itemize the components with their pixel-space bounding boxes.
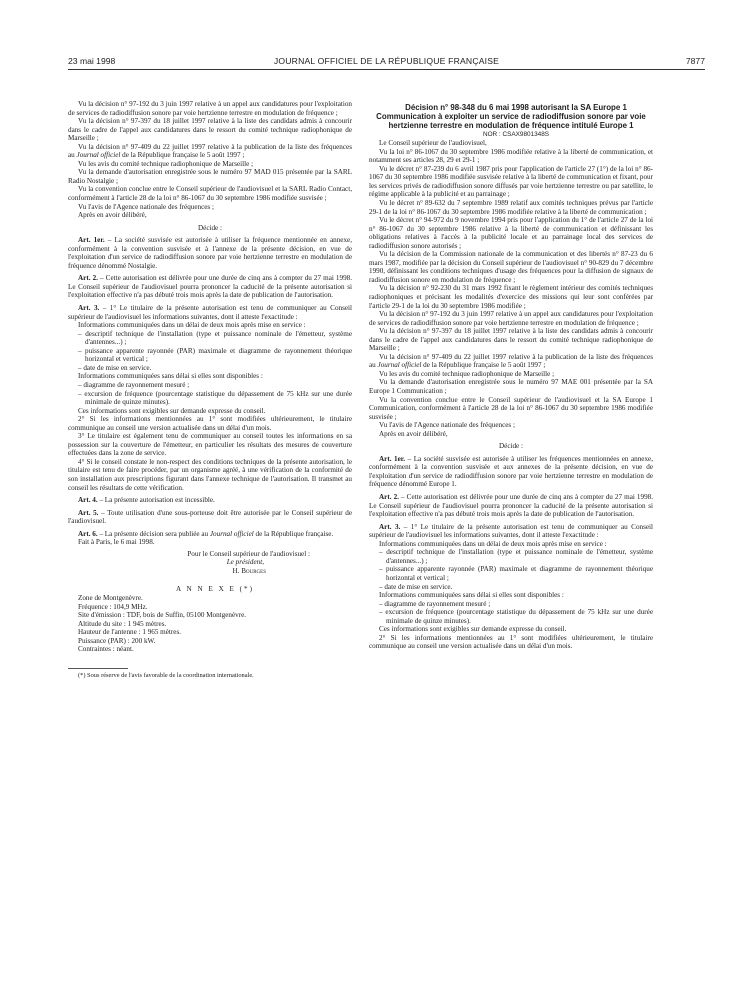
decision-title: Décision n° 98-348 du 6 mai 1998 autorisant la SA Europe 1 Communication à exploiter un service de radiodiffusion sonore par voie hertzienne terrestre en modulation de fréquence intitulé Europe 1 [376,103,646,131]
point-2: 2° Si les informations mentionnées au 1° sont modifiées ultérieurement, le titulaire communique au conseil une version actualisée dans un délai d'un mois. [369,633,653,651]
list-item: – date de mise en service. [379,582,453,591]
point-4: 4° Si le conseil constate le non-respect des conditions techniques de la présente autorisation, le titulaire est tenu de faire procéder, par un organisme agréé, à une vérification de la conformité de son installation aux prescriptions figurant dans l'annexe technique de l'autorisation. Il transmet au conseil les résultats de cette vérification. [68,457,352,492]
vu-paragraph: Vu les avis du comité technique radiophonique de Marseille ; [78,159,254,168]
list-item: – excursion de fréquence (pourcentage statistique du dépassement de 75 kHz sur une durée minimale de quinze minutes). [379,608,653,625]
list-item: – descriptif technique de l'installation (type et puissance nominale de l'émetteur, système d'antennes...) ; [379,548,653,565]
signature-president: Le président, [226,558,264,567]
fait-a-paris: Fait à Paris, le 6 mai 1998. [78,538,155,547]
header-date: 23 mai 1998 [68,56,116,66]
decide-heading: Décide : [198,223,222,232]
vu-paragraph: Vu la demande d'autorisation enregistrée sous le numéro 97 MAE 001 présentée par la SA Europe 1 Communication ; [369,378,653,396]
info-heading: Informations communiquées dans un délai de deux mois après mise en service : [78,321,306,330]
annexe-frequence: Fréquence : 104,9 MHz. [78,602,148,611]
conseil-intro: Le Conseil supérieur de l'audiovisuel, [379,139,487,148]
point-2: 2° Si les informations mentionnées au 1° sont modifiées ultérieurement, le titulaire communique au conseil une version actualisée dans un délai d'un mois. [68,415,352,432]
annexe-puissance: Puissance (PAR) : 200 kW. [78,636,156,645]
vu-paragraph: Vu le décret n° 94-972 du 9 novembre 1994 pris pour l'application du 1° de l'article 27 de la loi n° 86-1067 du 30 septembre 1986 relative à la liberté de communication et définissant les obligations relatives à l'accès à la publicité locale et au parrainage local des services de radiodiffusion sonore autorisés ; [369,216,653,250]
annexe-site: Site d'émission : TDF, bois de Suffin, 05100 Montgenèvre. [78,611,247,620]
journal-officiel-italic: Journal officiel [76,151,121,160]
page-header [68,56,705,70]
exigibles-text: Ces informations sont exigibles sur demande expresse du conseil. [379,625,567,634]
nor-reference: NOR : CSAX9801348S [482,130,550,138]
article-2: Art. 2. – Cette autorisation est délivrée pour une durée de cinq ans à compter du 27 mai 1998. Le Conseil supérieur de l'audiovisuel pourra prononcer la caducité de la présente autorisation si l'exploitation effective n'a pas débuté trois mois après la date de publication de l'autorisation. [68,274,352,300]
article-3: Art. 3. – 1° Le titulaire de la présente autorisation est tenu de communiquer au Conseil supérieur de l'audiovisuel les informations suivantes, dont il atteste l'exactitude : [68,304,352,321]
page-number: 7877 [685,56,705,66]
apres-delibere: Après en avoir délibéré, [78,211,147,220]
apres-delibere: Après en avoir délibéré, [379,429,448,438]
list-item: – puissance apparente rayonnée (PAR) maximale et diagramme de rayonnement théorique horizontal et vertical ; [379,565,653,582]
list-item: – puissance apparente rayonnée (PAR) maximale et diagramme de rayonnement théorique horizontal et vertical ; [78,346,352,364]
vu-paragraph: Vu la décision n° 97-192 du 3 juin 1997 relative à un appel aux candidatures pour l'exploitation de services de radiodiffusion sonore par voie hertzienne terrestre en modulation de fréquence ; [68,100,352,117]
article-2: Art. 2. – Cette autorisation est délivrée pour une durée de cinq ans à compter du 27 mai 1998. Le Conseil supérieur de l'audiovisuel pourra prononcer la caducité de la présente autorisation si l'exploitation effective n'a pas débuté trois mois après la date de publication de l'autorisation. [369,493,653,519]
vu-paragraph: Vu le décret n° 87-239 du 6 avril 1987 pris pour l'application de l'article 27 (1°) de la loi n° 86-1067 du 30 septembre 1986 modifiée susvisée relative à la liberté de communication et fixant, pour les services privés de radiodiffusion sonore diffusés par voie hertzienne terrestre ou par satellite, le régime applicable à la publicité et au parrainage ; [369,164,653,199]
vu-paragraph: Vu la convention conclue entre le Conseil supérieur de l'audiovisuel et la SA Europe 1 Communication, conformément à l'article 28 de la loi n° 86-1067 du 30 septembre 1986 modifiée susvisée ; [369,395,653,421]
annexe-section [68,585,352,680]
vu-paragraph: Vu les avis du comité technique radiophonique de Marseille ; [379,369,555,378]
list-item: – diagramme de rayonnement mesuré ; [78,380,190,389]
annexe-contraintes: Contraintes : néant. [78,645,134,654]
right-column [369,103,653,651]
vu-paragraph: Vu la décision n° 97-409 du 22 juillet 1997 relative à la publication de la liste des fréquences au Journal officiel de la République française le 5 août 1997 ; [369,352,653,370]
signature-pour: Pour le Conseil supérieur de l'audiovisuel : [187,549,310,558]
vu-paragraph: Vu la convention conclue entre le Conseil supérieur de l'audiovisuel et la SARL Radio Contact, conformément à l'article 28 de la loi n° 86-1067 du 30 septembre 1986 modifiée susvisée ; [68,185,352,203]
article-1: Art. 1er. – La société susvisée est autorisée à utiliser les fréquences mentionnées en annexe, conformément à la convention susvisée et aux annexes de la présente décision, en vue de l'exploitation d'un service de radiodiffusion sonore par voie hertzienne terrestre en modulation de fréquence dénommé Europe 1. [369,454,654,489]
vu-paragraph: Vu la demande d'autorisation enregistrée sous le numéro 97 MAD 015 présentée par la SARL Radio Nostalgie ; [68,168,352,185]
footnote-rule [68,668,128,669]
vu-paragraph: Vu la loi n° 86-1067 du 30 septembre 1986 modifiée relative à la liberté de communication, et notamment ses articles 28, 29 et 29-1 ; [369,147,653,165]
info-heading: Informations communiquées dans un délai de deux mois après mise en service : [379,539,607,548]
exigibles-text: Ces informations sont exigibles sur demande expresse du conseil. [78,406,266,415]
vu-paragraph: Vu la décision de la Commission nationale de la communication et des libertés n° 87-23 du 6 mars 1987, modifiée par la décision du Conseil supérieur de l'audiovisuel n° 90-829 du 7 décembre 1990, définissant les conditions techniques d'usage des fréquences pour la diffusion de signaux de radiodiffusion sonore en modulation de fréquence ; [369,250,653,284]
vu-paragraph: Vu la décision n° 97-397 du 18 juillet 1997 relative à la liste des candidats admis à concourir dans le cadre de l'appel aux candidatures dans le ressort du comité technique radiophonique de Marseille ; [68,117,352,143]
left-column [68,100,352,680]
info-heading: Informations communiquées sans délai si elles sont disponibles : [78,372,263,381]
vu-paragraph: Vu la décision n° 97-397 du 18 juillet 1997 relative à la liste des candidats admis à concourir dans le cadre de l'appel aux candidatures dans le ressort du comité technique radiophonique de Marseille ; [369,327,653,353]
vu-paragraph: Vu la décision n° 97-192 du 3 juin 1997 relative à un appel aux candidatures pour l'exploitation de services de radiodiffusion sonore par voie hertzienne terrestre en modulation de fréquence ; [369,310,653,327]
annexe-hauteur: Hauteur de l'antenne : 1 965 mètres. [78,628,182,637]
annexe-zone: Zone de Montgenèvre. [78,593,143,602]
list-item: – descriptif technique de l'installation (type et puissance nominale de l'émetteur, système d'antennes...) ; [78,329,352,347]
point-3: 3° Le titulaire est également tenu de communiquer au conseil toutes les informations en sa possession sur la couverture de l'émetteur, en particulier les résultats des mesures de couverture effectuées dans la zone de service. [68,432,352,458]
article-3: Art. 3. – 1° Le titulaire de la présente autorisation est tenu de communiquer au Conseil supérieur de l'audiovisuel les informations suivantes, dont il atteste l'exactitude : [369,522,653,540]
decide-heading: Décide : [499,442,523,451]
journal-title: JOURNAL OFFICIEL DE LA RÉPUBLIQUE FRANÇAISE [273,56,500,66]
footnote: (*) Sous réserve de l'avis favorable de la coordination internationale. [78,671,254,679]
vu-paragraph: Vu la décision n° 97-409 du 22 juillet 1997 relative à la publication de la liste des fréquences au Journal officiel de la République française le 5 août 1997 ; [68,142,352,160]
vu-paragraph: Vu le décret n° 89-632 du 7 septembre 1989 relatif aux comités techniques prévus par l'article 29-1 de la loi n° 86-1067 du 30 septembre 1986 modifiée relative à la liberté de communication ; [369,198,653,216]
annexe-title: A N N E X E (*) [176,585,254,594]
article-4: Art. 4. – La présente autorisation est incessible. [78,496,215,505]
article-6: Art. 6. – La présente décision sera publiée au Journal officiel de la République française. [78,529,334,538]
annexe-altitude: Altitude du site : 1 945 mètres. [78,619,167,628]
list-item: – diagramme de rayonnement mesuré ; [379,599,491,608]
vu-paragraph: Vu la décision n° 92-230 du 31 mars 1992 fixant le règlement intérieur des comités techniques radiophoniques et précisant les modalités d'exercice des missions qui leur sont conférées par l'article 29-1 de la loi du 30 septembre 1986 modifiée ; [369,284,653,310]
info-heading: Informations communiquées sans délai si elles sont disponibles : [379,591,564,600]
header-rule [68,69,705,70]
signature-name: H. Bourges [232,566,266,575]
list-item: – date de mise en service. [78,363,152,372]
article-5: Art. 5. – Toute utilisation d'une sous-porteuse doit être autorisée par le Conseil supérieur de l'audiovisuel. [68,508,353,526]
vu-paragraph: Vu l'avis de l'Agence nationale des fréquences ; [78,202,214,211]
vu-paragraph: Vu l'avis de l'Agence nationale des fréquences ; [379,421,515,430]
list-item: – excursion de fréquence (pourcentage statistique du dépassement de 75 kHz sur une durée minimale de quinze minutes). [78,389,352,407]
article-1: Art. 1er. – La société susvisée est autorisée à utiliser la fréquence mentionnée en annexe, conformément à la convention susvisée et à l'annexe de la présente décision, en vue de l'exploitation d'un service de radiodiffusion sonore par voie hertzienne terrestre en modulation de fréquence dénommé Nostalgie. [68,236,352,270]
